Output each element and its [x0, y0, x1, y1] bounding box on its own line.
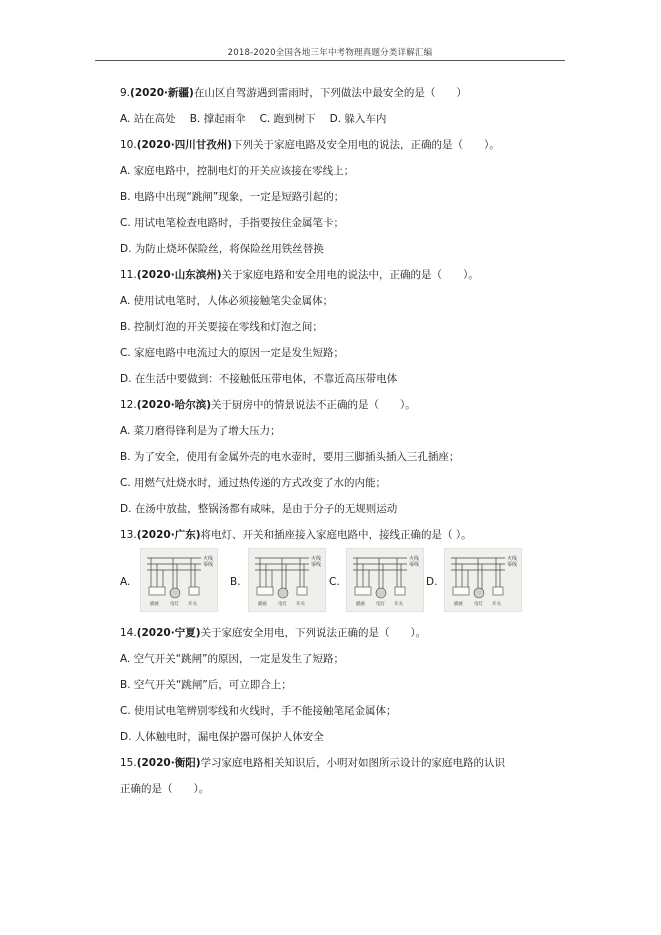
question-number: 11.: [120, 269, 137, 281]
neutral-wire-label: 零线: [203, 562, 214, 568]
page-header: 2018-2020全国各地三年中考物理真题分类详解汇编: [227, 48, 433, 58]
question-9-options: [120, 112, 400, 126]
option-a: A. 空气开关“跳闸”的原因，一定是发生了短路；: [120, 653, 345, 665]
question-source: (2020·宁夏): [136, 627, 201, 639]
lamp-label: 电灯: [376, 602, 385, 607]
lamp-icon: [474, 588, 484, 598]
question-number: 14.: [120, 627, 137, 639]
option-b: B. 空气开关“跳闸”后，可立即合上；: [120, 679, 292, 691]
question-9-stem: [120, 86, 467, 100]
switch-label: 开关: [492, 602, 501, 607]
question-source: (2020·广东): [136, 529, 201, 541]
option-b: B. 为了安全，使用有金属外壳的电水壶时，要用三脚插头插入三孔插座；: [120, 451, 460, 463]
question-text: 将电灯、开关和插座接入家庭电路中，接线正确的是（ ）。: [200, 529, 472, 541]
socket-label: 插座: [258, 602, 267, 607]
question-13-stem: [120, 528, 472, 542]
circuit-svg: [445, 549, 521, 611]
socket-icon: [453, 587, 469, 595]
circuit-diagram-a: [140, 548, 218, 612]
lamp-icon: [376, 588, 386, 598]
option-d: D. 在汤中放盐，整锅汤都有咸味，是由于分子的无规则运动: [120, 503, 398, 515]
question-number: 10.: [120, 139, 137, 151]
option-c: C. 用试电笔检查电路时，手指要按住金属笔卡；: [120, 217, 345, 229]
switch-icon: [395, 587, 405, 595]
lamp-label: 电灯: [474, 602, 483, 607]
question-13-figures: [120, 548, 540, 612]
option-b-label: B.: [230, 576, 241, 588]
option-a: A. 使用试电笔时，人体必须接触笔尖金属体；: [120, 295, 334, 307]
socket-icon: [149, 587, 165, 595]
option-c-label: C.: [329, 576, 340, 588]
question-text: 学习家庭电路相关知识后，小明对如图所示设计的家庭电路的认识: [200, 757, 506, 769]
option-a-label: A.: [120, 576, 131, 588]
live-wire-label: 火线: [203, 556, 214, 562]
circuit-diagram-b: [248, 548, 326, 612]
option-d: D. 为防止烧坏保险丝，将保险丝用铁丝替换: [120, 243, 324, 255]
socket-label: 插座: [150, 602, 159, 607]
option-c: C. 使用试电笔辨别零线和火线时，手不能接触笔尾金属体；: [120, 705, 397, 717]
question-11-stem: [120, 268, 479, 282]
circuit-svg: [141, 549, 217, 611]
option-b: B. 撑起雨伞: [189, 113, 246, 125]
question-text: 在山区自驾游遇到雷雨时，下列做法中最安全的是（ ）: [193, 87, 467, 99]
question-12-stem: [120, 398, 416, 412]
question-text: 下列关于家庭电路及安全用电的说法，正确的是（ ）。: [232, 139, 500, 151]
circuit-svg: [347, 549, 423, 611]
question-number: 12.: [120, 399, 137, 411]
option-b: B. 控制灯泡的开关要接在零线和灯泡之间；: [120, 321, 323, 333]
option-c: C. 家庭电路中电流过大的原因一定是发生短路；: [120, 347, 345, 359]
question-number: 13.: [120, 529, 137, 541]
header-rule: [95, 60, 565, 61]
socket-label: 插座: [454, 602, 463, 607]
socket-icon: [257, 587, 273, 595]
question-source: (2020·衡阳): [136, 757, 201, 769]
question-text: 关于厨房中的情景说法不正确的是（ ）。: [211, 399, 416, 411]
question-text: 关于家庭安全用电，下列说法正确的是（ ）。: [200, 627, 427, 639]
question-10-stem: [120, 138, 500, 152]
lamp-icon: [278, 588, 288, 598]
option-d: D. 在生活中要做到：不接触低压带电体，不靠近高压带电体: [120, 373, 398, 385]
switch-label: 开关: [394, 602, 403, 607]
live-wire-label: 火线: [409, 556, 420, 562]
circuit-diagram-d: [444, 548, 522, 612]
option-a: A. 家庭电路中，控制电灯的开关应该接在零线上；: [120, 165, 355, 177]
option-a: A. 站在高处: [120, 113, 176, 125]
socket-label: 插座: [356, 602, 365, 607]
question-15-stem-cont: 正确的是（ ）。: [120, 783, 210, 795]
lamp-label: 电灯: [170, 602, 179, 607]
option-d-label: D.: [426, 576, 438, 588]
switch-icon: [493, 587, 503, 595]
neutral-wire-label: 零线: [507, 562, 518, 568]
question-number: 9.: [120, 87, 131, 99]
option-d: D. 躲入车内: [329, 113, 387, 125]
question-source: (2020·四川甘孜州): [136, 139, 233, 151]
question-number: 15.: [120, 757, 137, 769]
live-wire-label: 火线: [507, 556, 518, 562]
neutral-wire-label: 零线: [409, 562, 420, 568]
lamp-label: 电灯: [278, 602, 287, 607]
option-b: B. 电路中出现“跳闸”现象，一定是短路引起的；: [120, 191, 345, 203]
question-text: 关于家庭电路和安全用电的说法中，正确的是（ ）。: [221, 269, 479, 281]
switch-icon: [297, 587, 307, 595]
circuit-diagram-c: [346, 548, 424, 612]
lamp-icon: [170, 588, 180, 598]
option-a: A. 菜刀磨得锋利是为了增大压力；: [120, 425, 281, 437]
circuit-svg: [249, 549, 325, 611]
switch-label: 开关: [296, 602, 305, 607]
option-c: C. 用燃气灶烧水时，通过热传递的方式改变了水的内能；: [120, 477, 387, 489]
switch-icon: [189, 587, 199, 595]
option-d: D. 人体触电时，漏电保护器可保护人体安全: [120, 731, 324, 743]
option-c: C. 跑到树下: [259, 113, 316, 125]
question-source: (2020·哈尔滨): [136, 399, 212, 411]
question-15-stem: [120, 756, 505, 770]
question-source: (2020·山东滨州): [136, 269, 222, 281]
question-source: (2020·新疆): [130, 87, 194, 99]
live-wire-label: 火线: [311, 556, 322, 562]
neutral-wire-label: 零线: [311, 562, 322, 568]
switch-label: 开关: [188, 602, 197, 607]
question-14-stem: [120, 626, 426, 640]
socket-icon: [355, 587, 371, 595]
